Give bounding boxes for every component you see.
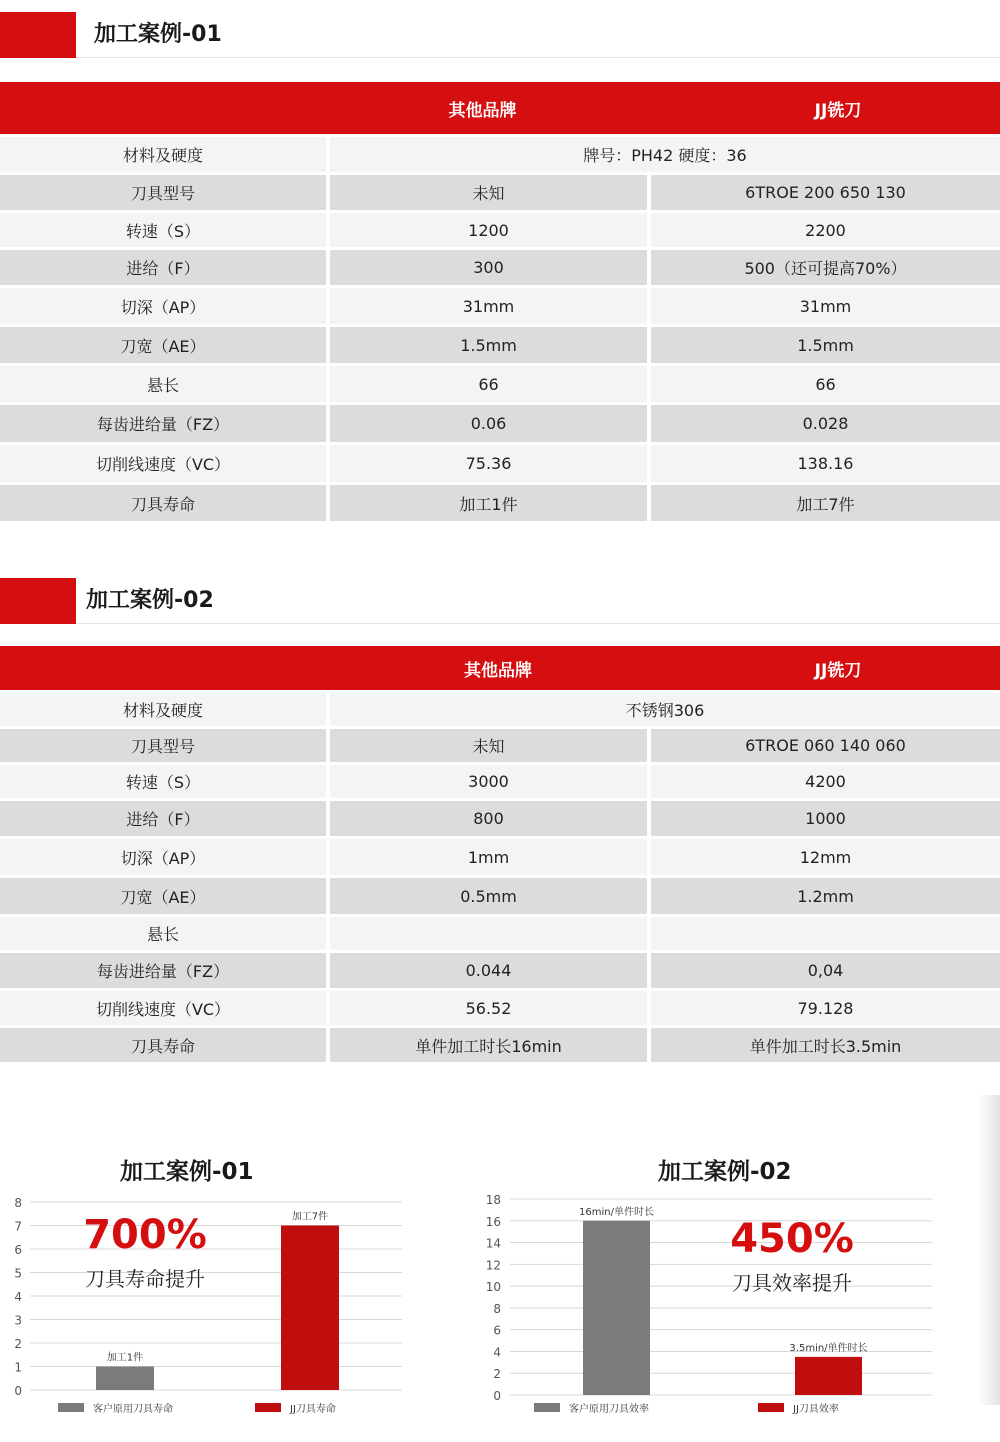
row-value-jj-mill: 79.128: [651, 991, 1000, 1025]
row-value-jj-mill: 4200: [651, 765, 1000, 798]
table-row: [0, 405, 1000, 442]
row-value-jj-mill: 500（还可提高70%）: [651, 250, 1000, 285]
annotation-caption: 刀具效率提升: [732, 1271, 852, 1295]
table-row: [0, 250, 1000, 285]
annotation-percent: 450%: [730, 1216, 854, 1262]
header-other-brand: 其他品牌: [448, 100, 517, 121]
row-label: 转速（S）: [0, 213, 326, 247]
row-label: 材料及硬度: [0, 137, 326, 172]
section-header-case1: [0, 12, 1000, 58]
chart2: [470, 1188, 950, 1433]
table-row: [0, 1028, 1000, 1062]
table-header: [0, 646, 1000, 690]
row-value-jj-mill: 6TROE 060 140 060: [651, 729, 1000, 762]
row-value-jj-mill: 单件加工时长3.5min: [651, 1028, 1000, 1062]
section-title: 加工案例-02: [86, 588, 214, 613]
case1-table: [0, 82, 1000, 524]
y-tick-label: 0: [493, 1389, 501, 1403]
data-label: 加工1件: [106, 1352, 144, 1364]
row-value-other-brand: 未知: [330, 729, 647, 762]
y-tick-label: 6: [493, 1323, 501, 1338]
table-row: [0, 366, 1000, 402]
row-value-jj-mill: 2200: [651, 213, 1000, 247]
table-row: [0, 765, 1000, 798]
bar-customer: [583, 1221, 650, 1395]
legend-entry: JJ刀具效率: [793, 1404, 839, 1415]
case2-table: [0, 646, 1000, 1066]
header-jj-mill: JJ铣刀: [814, 100, 862, 121]
divider: [76, 57, 1000, 58]
legend-swatch: [534, 1403, 560, 1412]
y-tick-label: 0: [14, 1384, 22, 1398]
row-value-other-brand: 未知: [330, 175, 647, 210]
row-label: 刀宽（AE）: [0, 878, 326, 914]
bar-jj: [281, 1226, 339, 1391]
chart1-title: 加工案例-01: [120, 1159, 254, 1185]
row-label: 每齿进给量（FZ）: [0, 953, 326, 988]
table-row: [0, 917, 1000, 950]
legend-swatch: [58, 1403, 84, 1412]
annotation-caption: 刀具寿命提升: [85, 1267, 205, 1291]
row-label: 悬长: [0, 366, 326, 402]
row-label: 切深（AP）: [0, 839, 326, 875]
row-value-other-brand: 0.06: [330, 405, 647, 442]
table-row: [0, 953, 1000, 988]
row-merged-value: 不锈钢306: [330, 693, 1000, 726]
row-value-other-brand: 3000: [330, 765, 647, 798]
row-value-jj-mill: [651, 917, 1000, 950]
section-accent-bar: [0, 578, 76, 624]
y-tick-label: 7: [14, 1219, 22, 1234]
table-row: [0, 839, 1000, 875]
y-tick-label: 1: [14, 1360, 22, 1375]
row-label: 刀具型号: [0, 175, 326, 210]
row-value-jj-mill: 1.2mm: [651, 878, 1000, 914]
y-tick-label: 16: [485, 1214, 501, 1229]
row-merged-value: 牌号：PH42 硬度：36: [330, 137, 1000, 172]
y-tick-label: 5: [14, 1266, 22, 1281]
row-value-other-brand: 800: [330, 801, 647, 836]
data-label: 3.5min/单件时长: [789, 1342, 868, 1354]
row-value-other-brand: 66: [330, 366, 647, 402]
row-label: 刀具型号: [0, 729, 326, 762]
table-row: [0, 137, 1000, 172]
data-label: 16min/单件时长: [579, 1206, 654, 1218]
y-tick-label: 2: [493, 1367, 501, 1382]
legend-swatch: [255, 1403, 281, 1412]
row-label: 转速（S）: [0, 765, 326, 798]
y-tick-label: 3: [14, 1313, 22, 1328]
row-label: 进给（F）: [0, 801, 326, 836]
table-row: [0, 729, 1000, 762]
row-label: 切深（AP）: [0, 288, 326, 324]
row-value-jj-mill: 0,04: [651, 953, 1000, 988]
divider: [76, 623, 1000, 624]
row-value-other-brand: 加工1件: [330, 485, 647, 521]
y-tick-label: 8: [14, 1196, 22, 1210]
y-tick-label: 12: [485, 1258, 501, 1273]
row-value-jj-mill: 31mm: [651, 288, 1000, 324]
row-value-other-brand: 0.5mm: [330, 878, 647, 914]
section-title: 加工案例-01: [94, 22, 222, 47]
bar-jj: [795, 1357, 862, 1395]
table-row: [0, 485, 1000, 521]
header-jj-mill: JJ铣刀: [814, 660, 862, 681]
y-tick-label: 8: [493, 1301, 501, 1316]
row-value-other-brand: 1.5mm: [330, 327, 647, 363]
header-other-brand: 其他品牌: [464, 660, 532, 681]
chart1: [0, 1192, 420, 1437]
y-tick-label: 10: [485, 1280, 501, 1295]
table-row: [0, 878, 1000, 914]
row-value-other-brand: 75.36: [330, 445, 647, 482]
row-value-other-brand: [330, 917, 647, 950]
row-value-jj-mill: 1000: [651, 801, 1000, 836]
row-label: 刀宽（AE）: [0, 327, 326, 363]
legend-entry: 客户原用刀具寿命: [93, 1404, 173, 1415]
table-row: [0, 693, 1000, 726]
row-value-other-brand: 1200: [330, 213, 647, 247]
row-label: 进给（F）: [0, 250, 326, 285]
row-value-jj-mill: 加工7件: [651, 485, 1000, 521]
table-row: [0, 288, 1000, 324]
row-value-other-brand: 300: [330, 250, 647, 285]
bar-customer: [96, 1367, 154, 1391]
table-row: [0, 213, 1000, 247]
data-label: 加工7件: [291, 1211, 329, 1223]
table-row: [0, 175, 1000, 210]
chart2-title: 加工案例-02: [658, 1159, 792, 1185]
section-accent-bar: [0, 12, 76, 58]
row-label: 切削线速度（VC）: [0, 991, 326, 1025]
section-header-case2: [0, 578, 1000, 624]
row-value-jj-mill: 12mm: [651, 839, 1000, 875]
row-label: 切削线速度（VC）: [0, 445, 326, 482]
row-value-other-brand: 1mm: [330, 839, 647, 875]
table-header: [0, 82, 1000, 134]
legend-entry: JJ刀具寿命: [290, 1404, 336, 1415]
y-tick-label: 6: [14, 1243, 22, 1257]
row-value-jj-mill: 66: [651, 366, 1000, 402]
row-label: 刀具寿命: [0, 485, 326, 521]
page-edge-shadow: [978, 1095, 1000, 1405]
y-tick-label: 4: [493, 1345, 501, 1360]
table-row: [0, 801, 1000, 836]
row-value-other-brand: 0.044: [330, 953, 647, 988]
row-value-other-brand: 单件加工时长16min: [330, 1028, 647, 1062]
legend-entry: 客户原用刀具效率: [569, 1404, 649, 1415]
row-label: 材料及硬度: [0, 693, 326, 726]
table-row: [0, 445, 1000, 482]
row-label: 刀具寿命: [0, 1028, 326, 1062]
row-value-jj-mill: 1.5mm: [651, 327, 1000, 363]
y-tick-label: 14: [485, 1236, 501, 1251]
row-value-jj-mill: 0.028: [651, 405, 1000, 442]
row-label: 悬长: [0, 917, 326, 950]
y-tick-label: 18: [485, 1193, 501, 1207]
row-value-jj-mill: 6TROE 200 650 130: [651, 175, 1000, 210]
table-row: [0, 991, 1000, 1025]
y-tick-label: 2: [14, 1337, 22, 1351]
row-value-jj-mill: 138.16: [651, 445, 1000, 482]
table-row: [0, 327, 1000, 363]
row-value-other-brand: 56.52: [330, 991, 647, 1025]
legend-swatch: [758, 1403, 784, 1412]
annotation-percent: 700%: [83, 1212, 207, 1258]
y-tick-label: 4: [14, 1290, 22, 1304]
row-label: 每齿进给量（FZ）: [0, 405, 326, 442]
row-value-other-brand: 31mm: [330, 288, 647, 324]
